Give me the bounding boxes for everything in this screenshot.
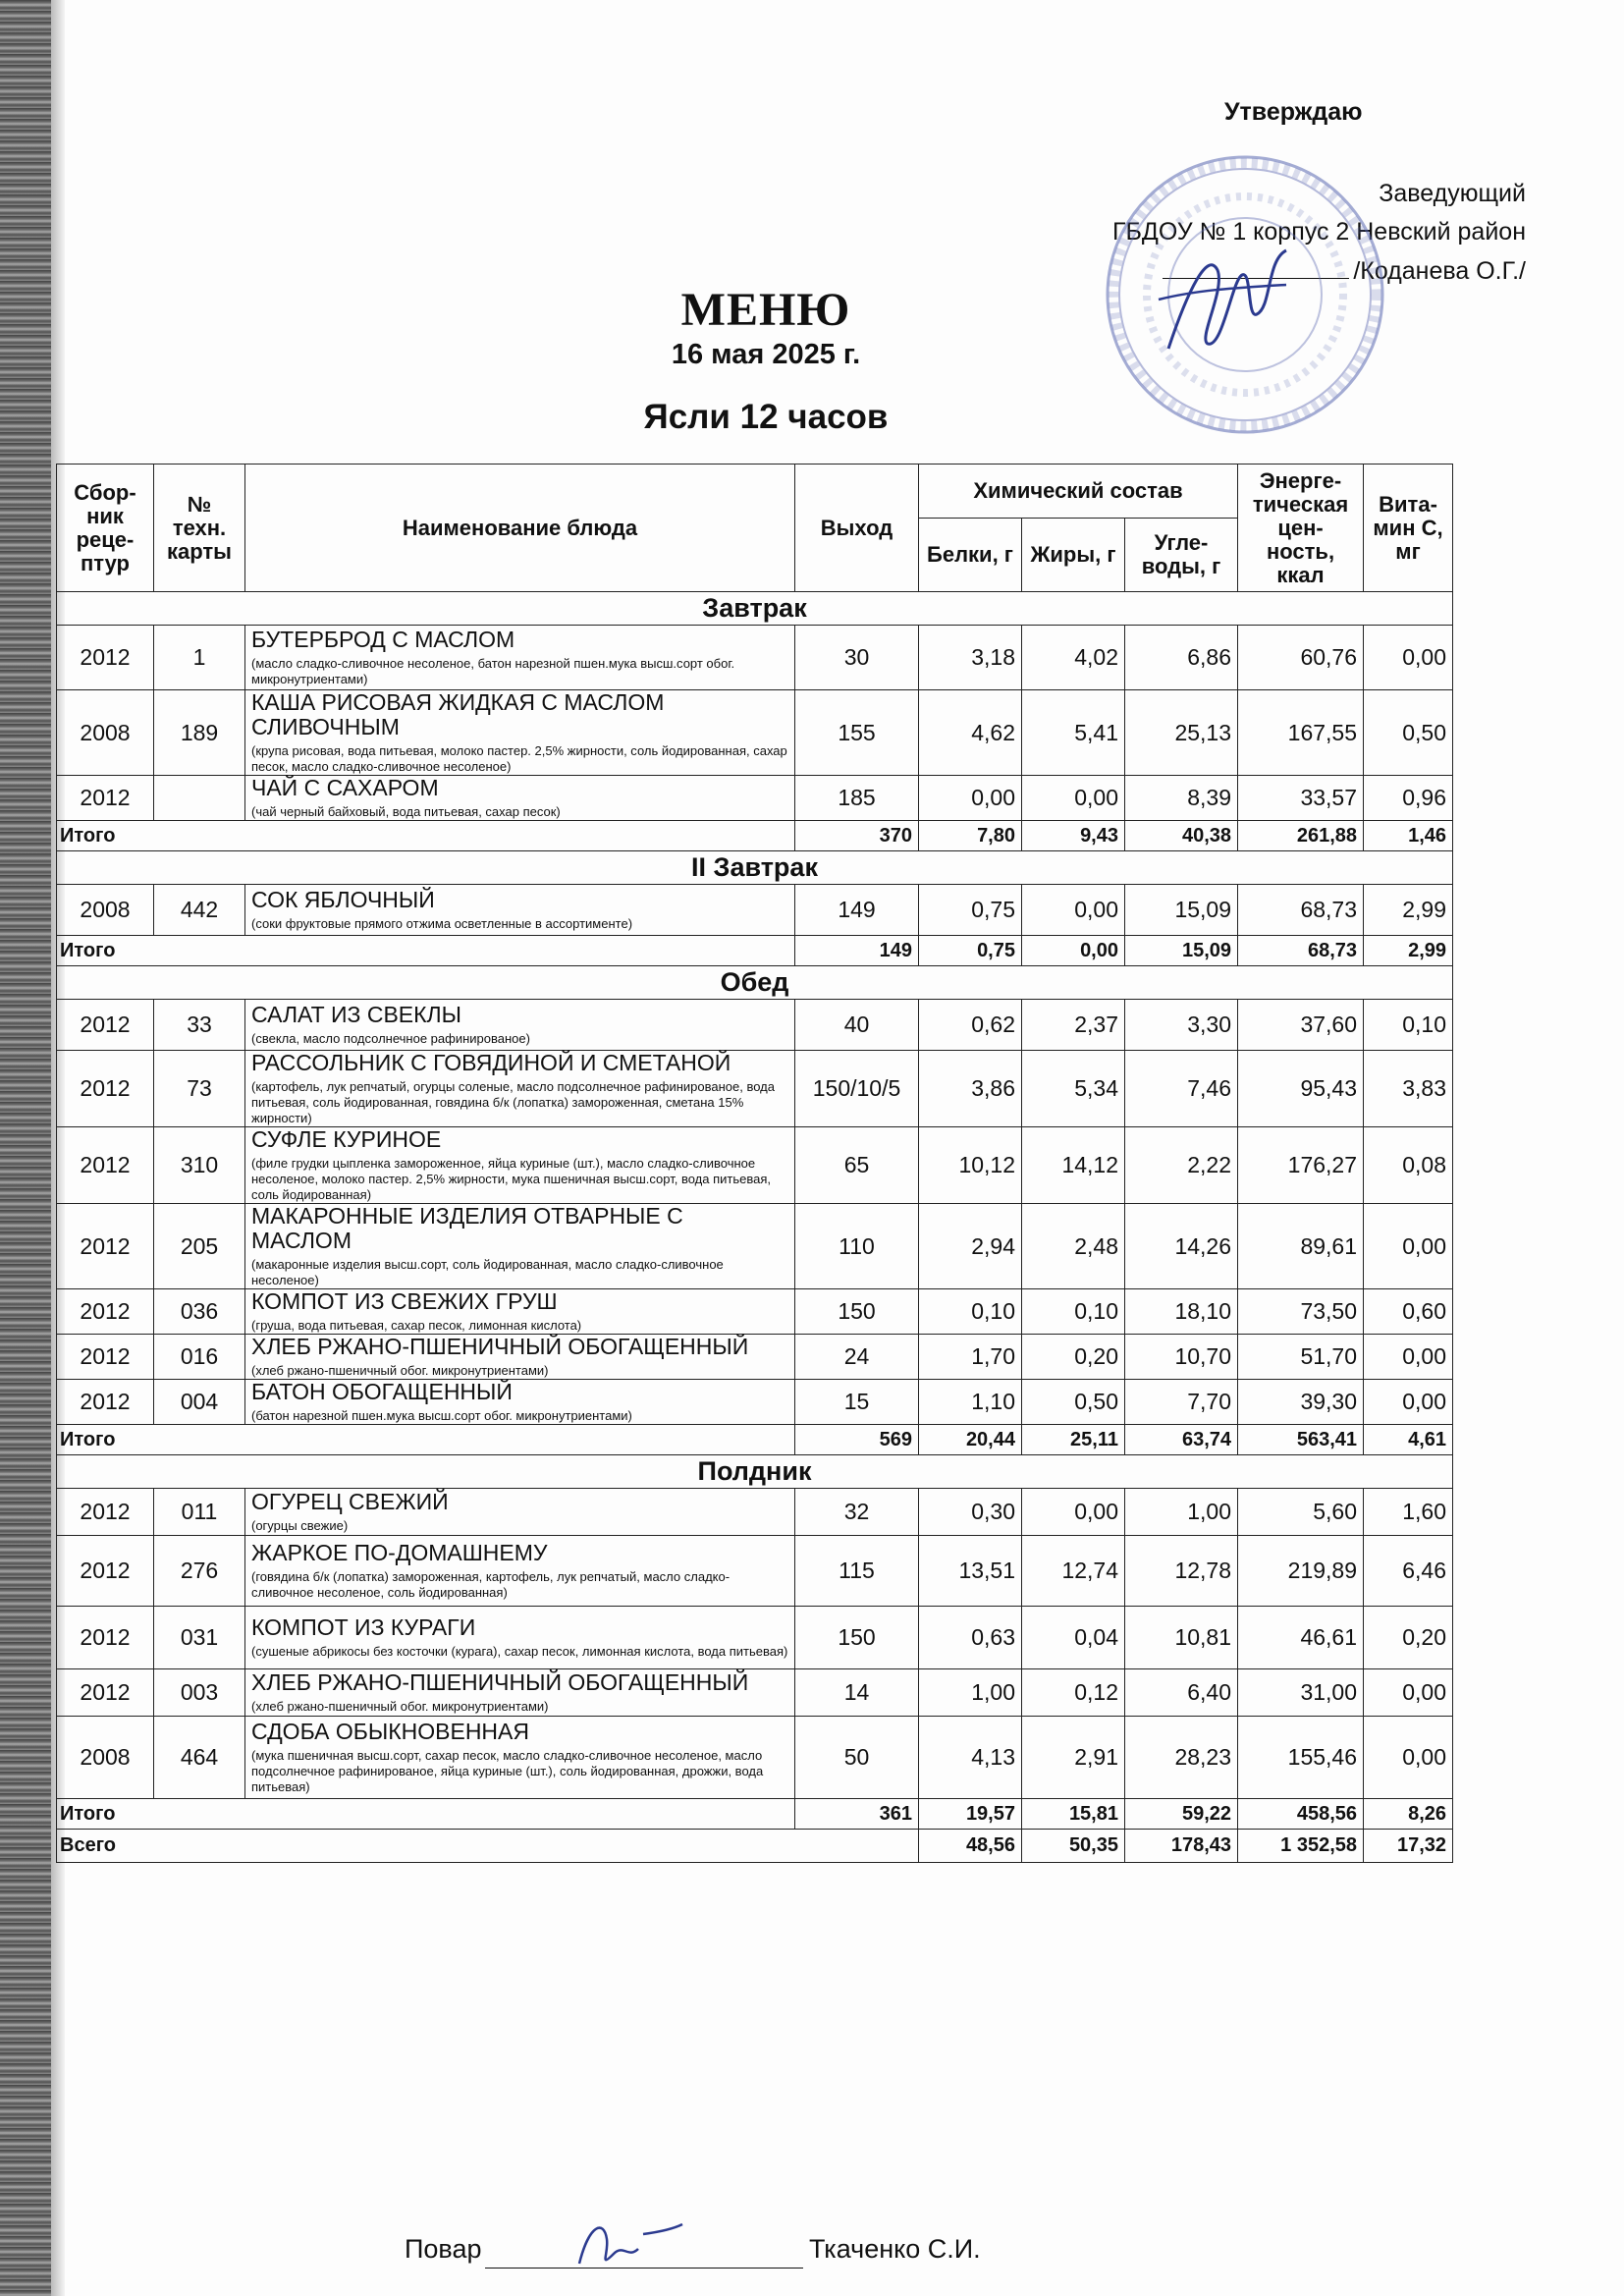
total-energy: 458,56 bbox=[1238, 1799, 1364, 1830]
cell-fat: 12,74 bbox=[1022, 1536, 1125, 1607]
cell-yield: 150/10/5 bbox=[795, 1051, 919, 1127]
grand-total-label: Всего bbox=[57, 1830, 919, 1863]
table-row bbox=[57, 690, 1453, 776]
total-vitc: 2,99 bbox=[1364, 936, 1453, 966]
cell-yield: 14 bbox=[795, 1669, 919, 1717]
dish-composition: (макаронные изделия высш.сорт, соль йодированная, масло сладко-сливочное несоленое) bbox=[251, 1257, 724, 1287]
total-label: Итого bbox=[57, 1425, 795, 1455]
cell-carbs: 8,39 bbox=[1125, 776, 1238, 821]
cook-signature-icon bbox=[569, 2214, 687, 2273]
dish-name: КОМПОТ ИЗ СВЕЖИХ ГРУШ bbox=[251, 1288, 558, 1314]
cell-yield: 150 bbox=[795, 1289, 919, 1335]
dish-composition: (груша, вода питьевая, сахар песок, лимонная кислота) bbox=[251, 1318, 582, 1333]
cell-energy: 46,61 bbox=[1238, 1607, 1364, 1669]
cell-yield: 50 bbox=[795, 1717, 919, 1799]
cell-dish bbox=[245, 1204, 795, 1289]
cell-fat: 4,02 bbox=[1022, 626, 1125, 690]
cell-energy: 95,43 bbox=[1238, 1051, 1364, 1127]
dish-composition: (батон нарезной пшен.мука высш.сорт обог. микронутриентами) bbox=[251, 1408, 632, 1423]
col-carbs: Угле-воды, г bbox=[1125, 519, 1238, 592]
cell-collection: 2012 bbox=[57, 1536, 154, 1607]
cell-dish bbox=[245, 1289, 795, 1335]
total-row bbox=[57, 936, 1453, 966]
cell-carbs: 15,09 bbox=[1125, 885, 1238, 936]
cell-collection: 2012 bbox=[57, 1289, 154, 1335]
menu-group: Ясли 12 часов bbox=[643, 398, 889, 436]
cell-energy: 89,61 bbox=[1238, 1204, 1364, 1289]
cell-collection: 2012 bbox=[57, 1335, 154, 1380]
cell-dish bbox=[245, 690, 795, 776]
cell-energy: 167,55 bbox=[1238, 690, 1364, 776]
dish-name: КОМПОТ ИЗ КУРАГИ bbox=[251, 1614, 476, 1640]
table-row bbox=[57, 1536, 1453, 1607]
cell-protein: 1,10 bbox=[919, 1380, 1022, 1425]
total-yield: 370 bbox=[795, 821, 919, 851]
total-row bbox=[57, 1425, 1453, 1455]
cell-card: 73 bbox=[154, 1051, 245, 1127]
menu-date: 16 мая 2025 г. bbox=[671, 339, 861, 370]
total-carbs: 15,09 bbox=[1125, 936, 1238, 966]
cell-collection: 2008 bbox=[57, 885, 154, 936]
total-fat: 0,00 bbox=[1022, 936, 1125, 966]
table-row bbox=[57, 626, 1453, 690]
dish-composition: (говядина б/к (лопатка) замороженная, картофель, лук репчатый, масло сладко-сливочное несоленое, соль йодированная) bbox=[251, 1569, 731, 1600]
cell-vitc: 0,50 bbox=[1364, 690, 1453, 776]
grand-total-row bbox=[57, 1830, 1453, 1863]
cell-fat: 2,48 bbox=[1022, 1204, 1125, 1289]
cell-dish bbox=[245, 885, 795, 936]
total-carbs: 40,38 bbox=[1125, 821, 1238, 851]
cell-vitc: 1,60 bbox=[1364, 1489, 1453, 1536]
dish-name: СОК ЯБЛОЧНЫЙ bbox=[251, 887, 435, 912]
table-row bbox=[57, 1607, 1453, 1669]
total-energy: 563,41 bbox=[1238, 1425, 1364, 1455]
cell-vitc: 6,46 bbox=[1364, 1536, 1453, 1607]
cell-carbs: 12,78 bbox=[1125, 1536, 1238, 1607]
cell-energy: 33,57 bbox=[1238, 776, 1364, 821]
cell-energy: 219,89 bbox=[1238, 1536, 1364, 1607]
dish-name: БАТОН ОБОГАЩЕННЫЙ bbox=[251, 1379, 513, 1404]
total-fat: 9,43 bbox=[1022, 821, 1125, 851]
total-vitc: 1,46 bbox=[1364, 821, 1453, 851]
cell-fat: 2,91 bbox=[1022, 1717, 1125, 1799]
cell-protein: 0,00 bbox=[919, 776, 1022, 821]
cell-dish bbox=[245, 626, 795, 690]
total-energy: 261,88 bbox=[1238, 821, 1364, 851]
cell-collection: 2012 bbox=[57, 1607, 154, 1669]
col-collection: Сбор-ник реце-птур bbox=[57, 465, 154, 592]
cell-dish bbox=[245, 1000, 795, 1051]
cell-card: 016 bbox=[154, 1335, 245, 1380]
cell-card: 205 bbox=[154, 1204, 245, 1289]
approval-position: Заведующий bbox=[1379, 180, 1526, 207]
dish-composition: (свекла, масло подсолнечное рафинированое) bbox=[251, 1031, 530, 1046]
col-chem: Химический состав bbox=[919, 465, 1238, 519]
cell-card: 036 bbox=[154, 1289, 245, 1335]
table-row bbox=[57, 1489, 1453, 1536]
cell-fat: 0,00 bbox=[1022, 776, 1125, 821]
cell-vitc: 0,00 bbox=[1364, 626, 1453, 690]
total-protein: 0,75 bbox=[919, 936, 1022, 966]
dish-composition: (огурцы свежие) bbox=[251, 1518, 349, 1533]
cell-card: 310 bbox=[154, 1127, 245, 1204]
table-row bbox=[57, 1289, 1453, 1335]
total-yield: 361 bbox=[795, 1799, 919, 1830]
total-fat: 15,81 bbox=[1022, 1799, 1125, 1830]
table-row bbox=[57, 1717, 1453, 1799]
total-energy: 68,73 bbox=[1238, 936, 1364, 966]
section-title: Полдник bbox=[57, 1455, 1453, 1489]
cell-carbs: 25,13 bbox=[1125, 690, 1238, 776]
table-row bbox=[57, 1051, 1453, 1127]
dish-name: СДОБА ОБЫКНОВЕННАЯ bbox=[251, 1719, 529, 1744]
cell-energy: 5,60 bbox=[1238, 1489, 1364, 1536]
section-title: Обед bbox=[57, 966, 1453, 1000]
total-protein: 20,44 bbox=[919, 1425, 1022, 1455]
col-card: № техн. карты bbox=[154, 465, 245, 592]
cell-fat: 2,37 bbox=[1022, 1000, 1125, 1051]
dish-name: ЖАРКОЕ ПО-ДОМАШНЕМУ bbox=[251, 1540, 548, 1565]
cell-energy: 37,60 bbox=[1238, 1000, 1364, 1051]
cell-carbs: 10,70 bbox=[1125, 1335, 1238, 1380]
dish-name: БУТЕРБРОД С МАСЛОМ bbox=[251, 627, 515, 652]
section-header bbox=[57, 1455, 1453, 1489]
cell-carbs: 7,46 bbox=[1125, 1051, 1238, 1127]
cell-collection: 2012 bbox=[57, 626, 154, 690]
grand-total-carbs: 178,43 bbox=[1125, 1830, 1238, 1863]
approval-organization: ГБДОУ № 1 корпус 2 Невский район bbox=[1111, 218, 1526, 246]
col-fat: Жиры, г bbox=[1022, 519, 1125, 592]
dish-composition: (филе грудки цыпленка замороженное, яйца куриные (шт.), масло сладко-сливочное несоленое, молоко пастер. 2,5% жирности, мука пшеничная высш.сорт, вода питьевая, соль йодированная) bbox=[251, 1156, 771, 1202]
cell-fat: 0,50 bbox=[1022, 1380, 1125, 1425]
dish-composition: (сушеные абрикосы без косточки (курага), сахар песок, лимонная кислота, вода питьевая) bbox=[251, 1644, 788, 1659]
cell-dish bbox=[245, 1380, 795, 1425]
cell-collection: 2012 bbox=[57, 1051, 154, 1127]
dish-name: САЛАТ ИЗ СВЕКЛЫ bbox=[251, 1002, 461, 1027]
cell-protein: 0,30 bbox=[919, 1489, 1022, 1536]
col-yield: Выход bbox=[795, 465, 919, 592]
cell-yield: 15 bbox=[795, 1380, 919, 1425]
cell-dish bbox=[245, 1335, 795, 1380]
cell-fat: 0,12 bbox=[1022, 1669, 1125, 1717]
cell-dish bbox=[245, 1127, 795, 1204]
cell-dish bbox=[245, 1536, 795, 1607]
cell-fat: 14,12 bbox=[1022, 1127, 1125, 1204]
dish-name: ЧАЙ С САХАРОМ bbox=[251, 775, 439, 800]
cell-protein: 1,00 bbox=[919, 1669, 1022, 1717]
cell-yield: 115 bbox=[795, 1536, 919, 1607]
cell-fat: 0,04 bbox=[1022, 1607, 1125, 1669]
cell-collection: 2012 bbox=[57, 1380, 154, 1425]
menu-title: МЕНЮ bbox=[680, 284, 851, 336]
cook-name: Ткаченко С.И. bbox=[809, 2234, 981, 2264]
cell-carbs: 18,10 bbox=[1125, 1289, 1238, 1335]
cell-protein: 2,94 bbox=[919, 1204, 1022, 1289]
total-yield: 149 bbox=[795, 936, 919, 966]
dish-name: ХЛЕБ РЖАНО-ПШЕНИЧНЫЙ ОБОГАЩЕННЫЙ bbox=[251, 1669, 749, 1695]
cell-vitc: 0,96 bbox=[1364, 776, 1453, 821]
cell-card: 004 bbox=[154, 1380, 245, 1425]
total-row bbox=[57, 821, 1453, 851]
total-carbs: 59,22 bbox=[1125, 1799, 1238, 1830]
total-label: Итого bbox=[57, 1799, 795, 1830]
cell-carbs: 10,81 bbox=[1125, 1607, 1238, 1669]
dish-composition: (соки фруктовые прямого отжима осветленные в ассортименте) bbox=[251, 916, 633, 931]
cell-card: 442 bbox=[154, 885, 245, 936]
cell-carbs: 7,70 bbox=[1125, 1380, 1238, 1425]
approval-signatory: /Коданева О.Г./ bbox=[1353, 257, 1526, 285]
table-row bbox=[57, 776, 1453, 821]
cell-energy: 39,30 bbox=[1238, 1380, 1364, 1425]
cell-card: 011 bbox=[154, 1489, 245, 1536]
menu-table bbox=[56, 464, 1453, 1863]
col-dish: Наименование блюда bbox=[245, 465, 795, 592]
cell-protein: 13,51 bbox=[919, 1536, 1022, 1607]
cell-protein: 0,75 bbox=[919, 885, 1022, 936]
col-energy: Энерге-тическая цен-ность, ккал bbox=[1238, 465, 1364, 592]
cell-energy: 73,50 bbox=[1238, 1289, 1364, 1335]
cell-protein: 1,70 bbox=[919, 1335, 1022, 1380]
col-vitc: Вита-мин С, мг bbox=[1364, 465, 1453, 592]
total-fat: 25,11 bbox=[1022, 1425, 1125, 1455]
cell-card: 1 bbox=[154, 626, 245, 690]
cell-yield: 150 bbox=[795, 1607, 919, 1669]
cell-yield: 24 bbox=[795, 1335, 919, 1380]
cell-carbs: 1,00 bbox=[1125, 1489, 1238, 1536]
cell-dish bbox=[245, 1607, 795, 1669]
dish-name: ХЛЕБ РЖАНО-ПШЕНИЧНЫЙ ОБОГАЩЕННЫЙ bbox=[251, 1334, 749, 1359]
cell-collection: 2012 bbox=[57, 1669, 154, 1717]
cell-dish bbox=[245, 1669, 795, 1717]
cell-protein: 4,62 bbox=[919, 690, 1022, 776]
dish-name: КАША РИСОВАЯ ЖИДКАЯ С МАСЛОМ СЛИВОЧНЫМ bbox=[251, 689, 665, 739]
grand-total-energy: 1 352,58 bbox=[1238, 1830, 1364, 1863]
cell-fat: 5,41 bbox=[1022, 690, 1125, 776]
cell-dish bbox=[245, 1489, 795, 1536]
table-row bbox=[57, 1669, 1453, 1717]
cell-yield: 32 bbox=[795, 1489, 919, 1536]
dish-composition: (крупа рисовая, вода питьевая, молоко пастер. 2,5% жирности, соль йодированная, сахар песок, масло сладко-сливочное несоленое) bbox=[251, 743, 787, 774]
cell-vitc: 0,20 bbox=[1364, 1607, 1453, 1669]
cell-card bbox=[154, 776, 245, 821]
dish-composition: (хлеб ржано-пшеничный обог. микронутриентами) bbox=[251, 1699, 549, 1714]
cell-vitc: 2,99 bbox=[1364, 885, 1453, 936]
cell-carbs: 6,86 bbox=[1125, 626, 1238, 690]
grand-total-protein: 48,56 bbox=[919, 1830, 1022, 1863]
cell-protein: 0,62 bbox=[919, 1000, 1022, 1051]
cell-card: 003 bbox=[154, 1669, 245, 1717]
cell-card: 276 bbox=[154, 1536, 245, 1607]
cell-yield: 65 bbox=[795, 1127, 919, 1204]
total-label: Итого bbox=[57, 936, 795, 966]
cell-vitc: 0,00 bbox=[1364, 1204, 1453, 1289]
cell-energy: 31,00 bbox=[1238, 1669, 1364, 1717]
total-vitc: 8,26 bbox=[1364, 1799, 1453, 1830]
grand-total-vitc: 17,32 bbox=[1364, 1830, 1453, 1863]
cell-vitc: 0,00 bbox=[1364, 1380, 1453, 1425]
dish-composition: (масло сладко-сливочное несоленое, батон нарезной пшен.мука высш.сорт обог. микронутриентами) bbox=[251, 656, 735, 686]
total-protein: 7,80 bbox=[919, 821, 1022, 851]
dish-name: РАССОЛЬНИК С ГОВЯДИНОЙ И СМЕТАНОЙ bbox=[251, 1050, 731, 1075]
cell-collection: 2008 bbox=[57, 1717, 154, 1799]
cell-collection: 2008 bbox=[57, 690, 154, 776]
section-title: Завтрак bbox=[57, 592, 1453, 626]
section-header bbox=[57, 851, 1453, 885]
cell-vitc: 0,10 bbox=[1364, 1000, 1453, 1051]
cell-yield: 40 bbox=[795, 1000, 919, 1051]
cell-energy: 51,70 bbox=[1238, 1335, 1364, 1380]
cell-collection: 2012 bbox=[57, 1127, 154, 1204]
total-protein: 19,57 bbox=[919, 1799, 1022, 1830]
cell-vitc: 0,08 bbox=[1364, 1127, 1453, 1204]
cell-fat: 0,00 bbox=[1022, 1489, 1125, 1536]
total-vitc: 4,61 bbox=[1364, 1425, 1453, 1455]
cell-protein: 4,13 bbox=[919, 1717, 1022, 1799]
cell-carbs: 2,22 bbox=[1125, 1127, 1238, 1204]
dish-composition: (хлеб ржано-пшеничный обог. микронутриентами) bbox=[251, 1363, 549, 1378]
cell-fat: 0,00 bbox=[1022, 885, 1125, 936]
cell-collection: 2012 bbox=[57, 1204, 154, 1289]
cook-label: Повар bbox=[405, 2234, 482, 2264]
cell-vitc: 0,00 bbox=[1364, 1335, 1453, 1380]
table-row bbox=[57, 885, 1453, 936]
section-header bbox=[57, 592, 1453, 626]
menu-body bbox=[57, 592, 1453, 1863]
cell-yield: 155 bbox=[795, 690, 919, 776]
total-carbs: 63,74 bbox=[1125, 1425, 1238, 1455]
cell-protein: 0,63 bbox=[919, 1607, 1022, 1669]
cell-carbs: 14,26 bbox=[1125, 1204, 1238, 1289]
cell-card: 189 bbox=[154, 690, 245, 776]
section-header bbox=[57, 966, 1453, 1000]
cell-protein: 3,86 bbox=[919, 1051, 1022, 1127]
cell-card: 33 bbox=[154, 1000, 245, 1051]
cell-carbs: 3,30 bbox=[1125, 1000, 1238, 1051]
cell-yield: 149 bbox=[795, 885, 919, 936]
cell-collection: 2012 bbox=[57, 776, 154, 821]
cell-fat: 0,20 bbox=[1022, 1335, 1125, 1380]
approval-title: Утверждаю bbox=[1224, 98, 1363, 126]
grand-total-fat: 50,35 bbox=[1022, 1830, 1125, 1863]
total-label: Итого bbox=[57, 821, 795, 851]
cell-protein: 10,12 bbox=[919, 1127, 1022, 1204]
table-row bbox=[57, 1127, 1453, 1204]
cell-energy: 68,73 bbox=[1238, 885, 1364, 936]
dish-name: ОГУРЕЦ СВЕЖИЙ bbox=[251, 1489, 449, 1514]
dish-composition: (картофель, лук репчатый, огурцы соленые, масло подсолнечное рафинированое, вода питьевая, соль йодированная, говядина б/к (лопатка) замороженная, сметана 15% жирности) bbox=[251, 1079, 775, 1125]
cell-card: 464 bbox=[154, 1717, 245, 1799]
table-row bbox=[57, 1000, 1453, 1051]
cell-yield: 110 bbox=[795, 1204, 919, 1289]
cell-vitc: 3,83 bbox=[1364, 1051, 1453, 1127]
section-title: II Завтрак bbox=[57, 851, 1453, 885]
cell-collection: 2012 bbox=[57, 1489, 154, 1536]
dish-composition: (чай черный байховый, вода питьевая, сахар песок) bbox=[251, 804, 561, 819]
cell-energy: 60,76 bbox=[1238, 626, 1364, 690]
cell-energy: 176,27 bbox=[1238, 1127, 1364, 1204]
cell-dish bbox=[245, 1051, 795, 1127]
table-row bbox=[57, 1380, 1453, 1425]
cell-protein: 0,10 bbox=[919, 1289, 1022, 1335]
cell-vitc: 0,60 bbox=[1364, 1289, 1453, 1335]
cell-collection: 2012 bbox=[57, 1000, 154, 1051]
cell-fat: 5,34 bbox=[1022, 1051, 1125, 1127]
total-row bbox=[57, 1799, 1453, 1830]
cell-protein: 3,18 bbox=[919, 626, 1022, 690]
table-row bbox=[57, 1335, 1453, 1380]
cell-yield: 30 bbox=[795, 626, 919, 690]
dish-name: СУФЛЕ КУРИНОЕ bbox=[251, 1126, 442, 1152]
cell-yield: 185 bbox=[795, 776, 919, 821]
col-protein: Белки, г bbox=[919, 519, 1022, 592]
cell-dish bbox=[245, 776, 795, 821]
table-row bbox=[57, 1204, 1453, 1289]
cell-carbs: 28,23 bbox=[1125, 1717, 1238, 1799]
cell-card: 031 bbox=[154, 1607, 245, 1669]
cell-energy: 155,46 bbox=[1238, 1717, 1364, 1799]
total-yield: 569 bbox=[795, 1425, 919, 1455]
cell-vitc: 0,00 bbox=[1364, 1669, 1453, 1717]
dish-name: МАКАРОННЫЕ ИЗДЕЛИЯ ОТВАРНЫЕ С МАСЛОМ bbox=[251, 1203, 683, 1253]
cell-fat: 0,10 bbox=[1022, 1289, 1125, 1335]
cell-dish bbox=[245, 1717, 795, 1799]
cell-carbs: 6,40 bbox=[1125, 1669, 1238, 1717]
dish-composition: (мука пшеничная высш.сорт, сахар песок, масло сладко-сливочное несоленое, масло подсолнечное рафинированое, яйца куриные (шт.), соль йодированная, дрожжи, вода питьевая) bbox=[251, 1748, 764, 1794]
cell-vitc: 0,00 bbox=[1364, 1717, 1453, 1799]
